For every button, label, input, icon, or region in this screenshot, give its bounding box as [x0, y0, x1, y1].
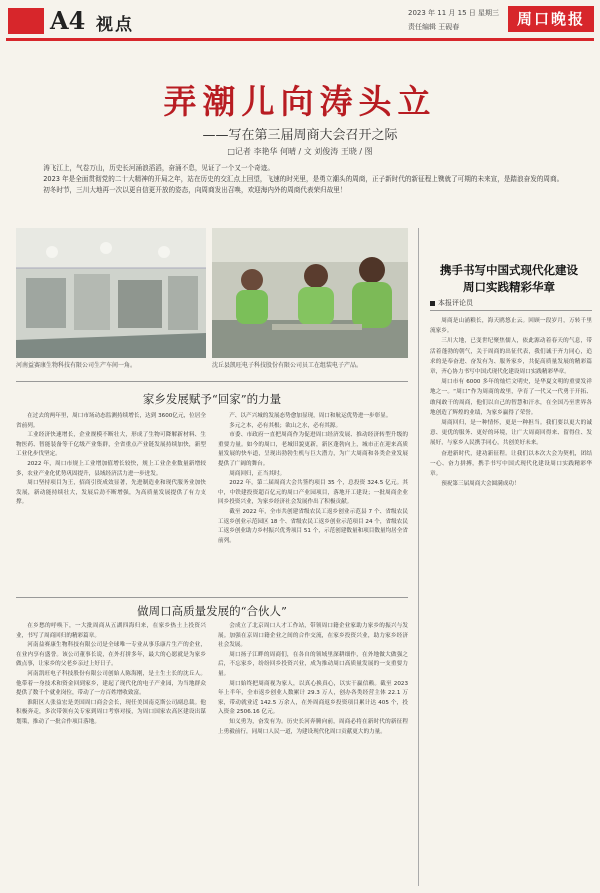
sidebar-divider — [418, 228, 419, 886]
sidebar-tag: 本报评论员 — [430, 298, 473, 308]
body-paragraph: 周口市有 6000 多年的灿烂文明史，是华夏文明的重要发祥地之一。“周口”作为周商的故里，孕育了一代又一代勇于开拓、敢闯敢干的周商，他们以自己的智慧和汗水，在全国乃至世界各地创造了辉煌的业绩，为家乡赢得了荣誉。 — [430, 379, 592, 416]
body-paragraph: 截至 2022 年，全市共创建省级农民工返乡创业示范县 7 个、省级农民工返乡创业示范园区 18 个、省级农民工返乡创业示范项目 24 个，省级农民工返乡创业助力乡村振兴优秀项目 51 个，示范创建数量和项目数量均居全省前列。 — [218, 508, 408, 544]
body-paragraph: 奋进新时代，建功新征程。让我们以本次大会为契机，团结一心、奋力拼搏，携手书写中国式现代化建设周口实践精彩华章。 — [430, 450, 592, 478]
section2-column-right — [218, 622, 408, 884]
body-paragraph: 多元之本，必有其根；欲山之水，必有其源。 — [229, 422, 342, 429]
factory-workshop-photo — [16, 228, 206, 358]
body-paragraph: 周商回归，正当其时。 — [229, 470, 286, 477]
section-heading: 家乡发展赋予“回家”的力量 — [142, 392, 282, 406]
body-paragraph: 三川大地，已变世纪聚焦儒人，依此源动着春天的气息，带活着蓬勃的朝气，关于周商的出征代表，我们诚于齐力同心，追求的是奉奋进、奋发有为、服务家乡，共促高质量发展的精彩篇章，齐心协力书写中国式现代化建设周口实践精彩华章。 — [430, 338, 592, 376]
electronics-assembly-photo — [212, 228, 408, 358]
body-paragraph: 知义勇为，奋发有为。历史长河奔腾向前，周商必将在新时代的新征程上勇毅前行，同周口人民一道，为建设现代化周口贡献更大的力量。 — [218, 718, 408, 735]
sidebar-title: 携手书写中国式现代化建设 — [440, 263, 578, 277]
section-name: 视点 — [96, 15, 134, 35]
factory-workshop-illustration — [16, 228, 206, 358]
body-paragraph: 在乡愁的呼唤下，一大批周商从五湖四海归来，在家乡热土上投资兴业，书写了周商回归的精彩篇章。 — [16, 623, 206, 639]
body-paragraph: 产、以产兴城的发展态势愈加显现，周口和航运优势进一步彰显。 — [229, 413, 392, 419]
editor-line: 责任编辑 王砚春 — [408, 23, 460, 31]
body-paragraph: 预祝第三届周商大会圆满成功！ — [441, 481, 520, 488]
workers-illustration — [212, 228, 408, 358]
section-number: A4 — [50, 6, 86, 35]
photo-caption: 河南益赛康生物科技有限公司生产车间一角。 — [16, 362, 137, 369]
body-paragraph: 会成立了北京周口人才工作站，带领周口籍企业家助力家乡的振兴与发展。加强在京周口籍企业之间的合作交流，在家乡投资兴业，助力家乡经济社会发展。 — [218, 623, 408, 649]
body-paragraph: 2022 年，周口市规上工业增加值增长较快，规上工业企业数量新增较多，农业产业化优势巩固提升，县域经济活力进一步迸发。 — [16, 460, 206, 477]
body-paragraph: 市委、市政府一直把周商作为促进周口经济发展、推动经济转型升级的重要力量。如今的周口，老城旧貌更新，新区蓬勃向上，城市正在迎来高质量发展的快车道，呈现出勃勃生机与巨大潜力，为广大周商和各类企业发展提供了广阔的舞台。 — [218, 432, 408, 467]
section-color-block — [8, 8, 44, 34]
body-paragraph: 周商回归，是一种情怀，更是一种担当。我们要以更大的诚意、更优的服务、更好的环境，让广大周商回得来、留得住、发展好，与家乡人民携手同心，共创美好未来。 — [430, 420, 592, 447]
section1-column-right — [218, 412, 408, 592]
lead-paragraph: 初冬时节，三川大地再一次以更自信更开放的姿态，向周商发出召唤，欢迎海内外的周商代表荣归故里！ — [43, 186, 347, 194]
body-paragraph: 周商是山涌粮长，海天鸥悠止云。回顾一段岁月，万转千里流家乡。 — [430, 318, 592, 335]
section-heading: 做周口高质量发展的“合伙人” — [137, 604, 287, 618]
body-paragraph: 河南凯旺电子科技股份有限公司创始人陈海刚，是土生土长的沈丘人。他带着一身技术和资金回到家乡，建起了现代化的电子产业园，为当地群众提供了数千个就业岗位，带动了一方百姓增收致富。 — [16, 670, 206, 697]
sidebar-title: 周口实践精彩华章 — [463, 280, 555, 294]
body-paragraph: 工业经济快速增长，企业规模不断壮大，形成了生物可降解新材料、生物医药、智能装备等千亿级产业集群，全省重点产业链发展持续加快，新型工业化步伐坚定。 — [16, 432, 206, 458]
body-paragraph: 周口扬子江畔的周商们，在各自的领域里深耕细作，在外地做大做强之后，不忘家乡，纷纷回乡投资兴业，成为推动周口高质量发展的一支重要力量。 — [218, 651, 408, 677]
date-line: 2023 年 11 月 15 日 星期三 — [408, 9, 499, 17]
section-divider — [16, 597, 408, 598]
section1-column-left — [16, 412, 206, 592]
section2-column-left — [16, 622, 206, 884]
photo-caption: 沈丘县凯旺电子科技股份有限公司员工在组装电子产品。 — [212, 362, 363, 369]
sidebar-tag-rule — [430, 310, 592, 311]
body-paragraph: 淮阳区人张益宏是美国周口商会会长，现任美国南克斯公司副总裁。他积极奔走，多次带领有关专家到周口考察对接，为周口国家农高区建设出谋划策，推动了一批合作项目落地。 — [16, 699, 206, 725]
article-subtitle: ——写在第三届周商大会召开之际 — [202, 128, 398, 143]
lead-paragraph: 2023 年是全面贯彻党的二十大精神的开局之年，站在历史的交汇点上回望，飞速的时光里，是勇立潮头的周商，正子新时代的新征程上镌就了可期的未来宣，是踏浪奋发的周商。 — [43, 175, 564, 183]
newspaper-logo: 周口晚报 — [508, 6, 594, 32]
body-paragraph: 2022 年，第二届周商大会共签约项目 35 个，总投资 324.5 亿元。其中，中铁建投资超百亿元的周口产业园项目，落地开工建设；一批周商企业回乡投资兴业，为家乡经济社会发展作出了积极贡献。 — [218, 480, 408, 506]
section-divider — [16, 381, 408, 382]
article-lead — [30, 163, 575, 196]
article-title: 弄潮儿向涛头立 — [163, 82, 437, 121]
article-byline: □记者 李艳华 何晴 / 文 刘俊涛 王晓 / 图 — [227, 147, 373, 156]
masthead-rule — [6, 38, 594, 41]
body-paragraph: 周口始终把周商视为家人，以真心换真心，以实干赢信赖。截至 2023 年上半年，全市返乡创业人数累计 29.3 万人，创办各类经营主体 22.1 万家，带动就业近 142.5 万余人，在外周商返乡投资项目累计达 405 个，投入资金 2506.16 亿元。 — [218, 680, 408, 716]
sidebar-body — [430, 316, 592, 886]
lead-paragraph: 涛飞江上，气卷万山，历史长河涌浪滔滔，奋涌不息，见证了一个又一个奇迹。 — [43, 164, 274, 172]
body-paragraph: 河南益赛康生物科技有限公司是全球唯一专业从事乐康片生产的企业，在业内享有盛誉。该公司董事长说，在外打拼多年，最大的心愿就是为家乡做点事，让家乡的父老乡亲过上好日子。 — [16, 642, 206, 668]
body-paragraph: 在过去的两年里，周口市场动态监测持续增长，达到 3600亿元，位居全省前列。 — [16, 413, 206, 429]
body-paragraph: 周口坚持项目为王，招商引资成效显著，先进制造业和现代服务业加快发展，新动能持续壮大，发展后劲不断增强，为高质量发展提供了有力支撑。 — [16, 480, 206, 506]
